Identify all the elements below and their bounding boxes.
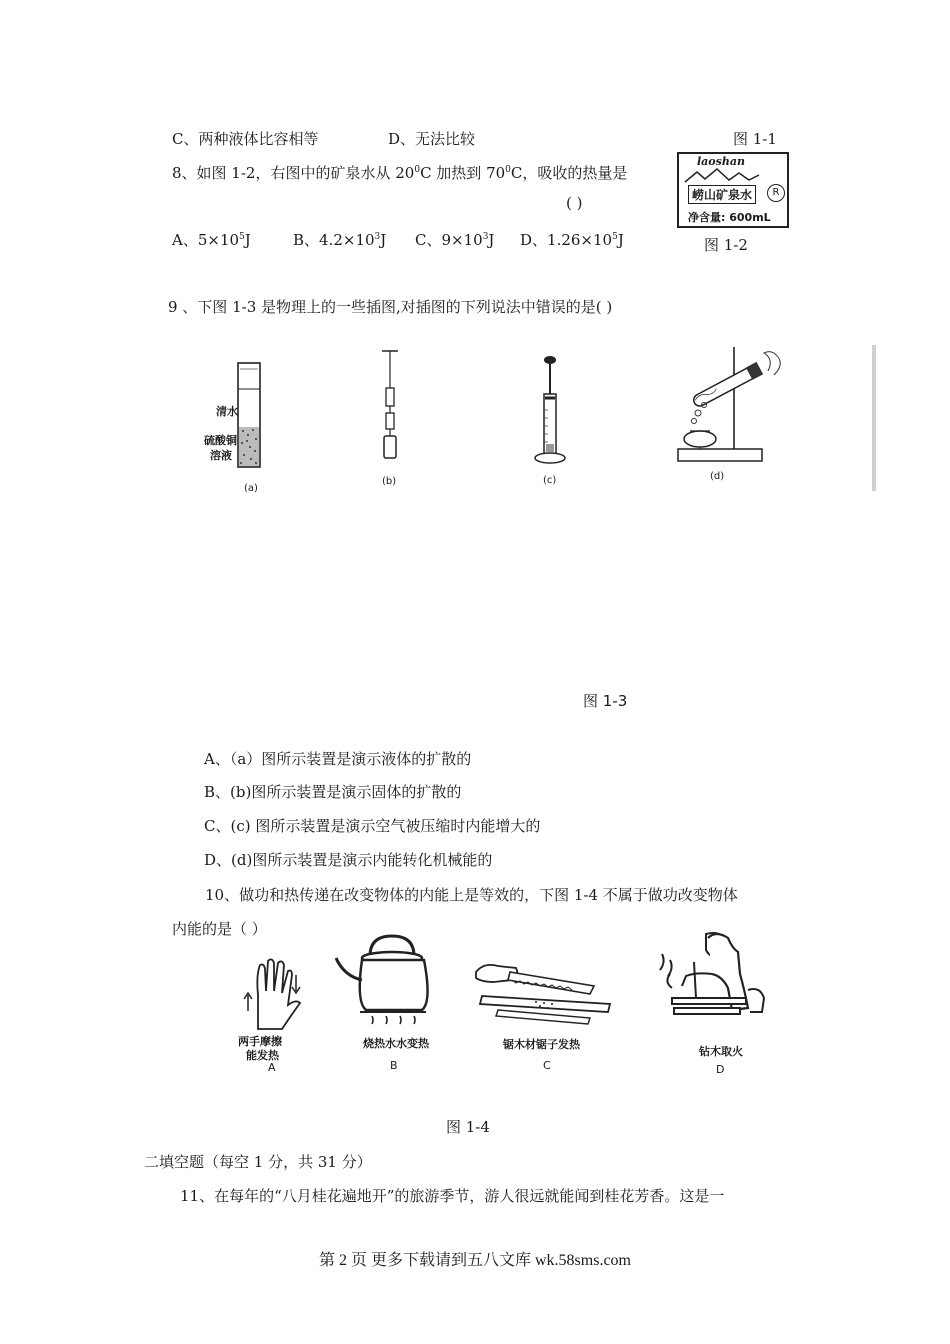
fig-1-1-label: 图 1-1 (733, 130, 777, 148)
fig-1-4-a-caption-line2: 能发热 (246, 1049, 279, 1062)
label-volume: 净含量: 600mL (688, 211, 771, 224)
q9-option-d: D、(d)图所示装置是演示内能转化机械能的 (204, 851, 493, 869)
saw-wood-icon (472, 958, 614, 1030)
scan-edge (872, 345, 876, 491)
q8-option-d: D、$1.26\times 10^5J$ (520, 231, 624, 249)
section-2-title: 二填空题（每空 1 分，共 31 分） (144, 1153, 372, 1171)
label-brand: laoshan (697, 155, 745, 168)
mountain-icon (683, 168, 761, 184)
fig-1-4-a-letter: A (268, 1061, 276, 1074)
q8-stem: 8、如图 1-2，右图中的矿泉水从 $20^0C$ 加热到 $70^0C$，吸收的热量是 (172, 164, 628, 182)
fig-a-caption: (a) (244, 483, 258, 494)
fig-1-3-label: 图 1-3 (583, 692, 628, 710)
q10-stem-line2: 内能的是（ ） (172, 920, 267, 938)
fig-b-lead-blocks (370, 348, 410, 468)
q9-option-c: C、(c) 图所示装置是演示空气被压缩时内能增大的 (204, 817, 541, 835)
fig-1-4-c-letter: C (543, 1059, 551, 1072)
q8-option-c: C、$9\times 10^3J$ (415, 231, 495, 249)
fig-a-diffusion-cylinder (195, 355, 275, 495)
q9-option-b: B、(b)图所示装置是演示固体的扩散的 (204, 783, 462, 801)
q7-option-d: D、无法比较 (388, 130, 476, 148)
q8-option-b: B、$4.2\times 10^3J$ (293, 231, 387, 249)
q11-stem: 11、在每年的“八月桂花遍地开”的旅游季节，游人很远就能闻到桂花芳香。这是一 (180, 1187, 725, 1205)
q9-stem: 9 、下图 1-3 是物理上的一些插图,对插图的下列说法中错误的是( ) (168, 298, 613, 316)
q8-answer-blank: ( ) (566, 194, 583, 212)
page-footer: 第 2 页 更多下载请到五八文库 wk.58sms.com (319, 1252, 632, 1269)
fig-1-4-a-caption-line1: 两手摩擦 (238, 1035, 282, 1048)
fig-a-label-copper-sulfate: 硫酸铜 (204, 434, 237, 447)
fig-d-caption: (d) (710, 471, 725, 482)
fig-1-4-label: 图 1-4 (446, 1118, 490, 1136)
fig-a-label-solution: 溶液 (210, 449, 232, 462)
fig-a-label-water: 清水 (216, 405, 238, 418)
q10-stem-line1: 10、做功和热传递在改变物体的内能上是等效的，下图 1-4 不属于做功改变物体 (205, 886, 738, 904)
drill-fire-icon (652, 928, 772, 1028)
kettle-icon (330, 932, 448, 1026)
q9-option-a: A、（a）图所示装置是演示液体的扩散的 (204, 750, 472, 768)
fig-1-2-label: 图 1-2 (704, 236, 748, 254)
fig-1-4-d-caption: 钻木取火 (699, 1045, 743, 1058)
fig-d-steam-test-tube (668, 345, 788, 467)
fig-1-4-c-caption: 锯木材锯子发热 (503, 1038, 580, 1051)
mineral-water-label (677, 152, 789, 228)
q7-option-c: C、两种液体比容相等 (172, 130, 319, 148)
fig-1-4-b-letter: B (390, 1059, 398, 1072)
registered-mark-icon: R (767, 184, 785, 202)
rubbing-hands-icon (240, 955, 304, 1033)
q8-option-a: A、$5\times 10^5J$ (172, 231, 251, 249)
fig-c-compression-cylinder (528, 350, 578, 468)
label-product-name: 崂山矿泉水 (688, 185, 756, 204)
fig-1-4-d-letter: D (716, 1063, 725, 1076)
fig-c-caption: (c) (543, 475, 557, 486)
fig-b-caption: (b) (382, 476, 397, 487)
fig-1-4-b-caption: 烧热水水变热 (363, 1037, 429, 1050)
